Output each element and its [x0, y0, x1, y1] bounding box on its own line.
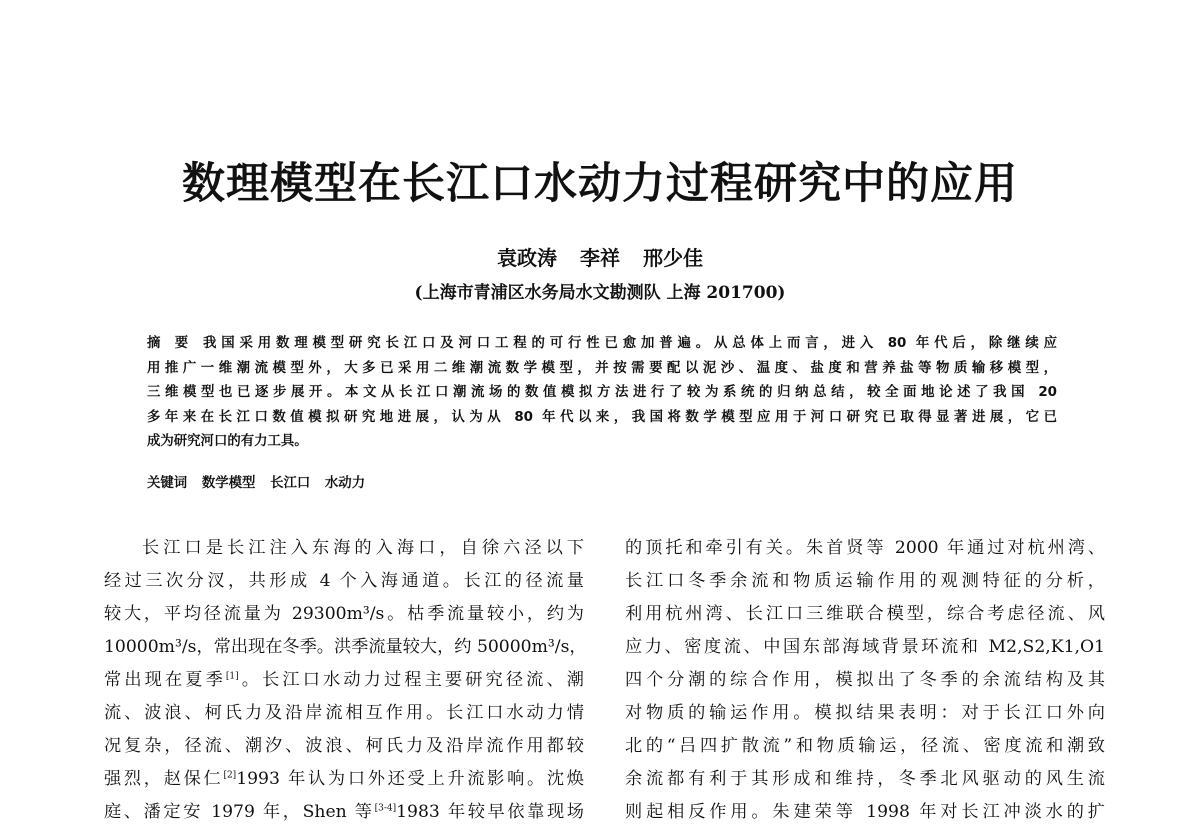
body-text: 1983 年较早依靠现场	[396, 802, 584, 822]
affiliation: (上海市青浦区水务局水文勘测队 上海 201700)	[414, 283, 786, 303]
body-line: 10000m³/s，常出现在冬季。洪季流量较大，约 50000m³/s，	[104, 637, 587, 657]
abstract	[147, 332, 1057, 455]
paper-title: 数理模型在长江口水动力过程研究中的应用	[182, 159, 1018, 209]
body-column-left	[104, 532, 587, 829]
abstract-label: 摘 要	[147, 336, 194, 351]
body-line	[104, 763, 584, 796]
body-line: 流、波浪、柯氏力及沿岸流相互作用。长江口水动力情	[104, 703, 584, 723]
body-line: 较大，平均径流量为 29300m³/s。枯季流量较小，约为	[104, 604, 584, 624]
body-line: 利用杭州湾、长江口三维联合模型，综合考虑径流、风	[625, 604, 1105, 624]
body-column-right	[625, 532, 1105, 829]
keywords-label: 关键词	[147, 476, 188, 491]
body-line: 经过三次分汊，共形成 4 个入海通道。长江的径流量	[104, 571, 584, 591]
keyword: 数学模型	[201, 476, 256, 491]
body-line	[104, 796, 584, 829]
body-line: 长江口冬季余流和物质运输作用的观测特征的分析，	[625, 571, 1105, 591]
body-line: 余流都有利于其形成和维持，冬季北风驱动的风生流	[625, 769, 1105, 789]
body-text: 常出现在夏季	[104, 670, 226, 690]
body-text: 庭、潘定安 1979 年，Shen 等	[104, 802, 375, 822]
body-line: 的顶托和牵引有关。朱首贤等 2000 年通过对杭州湾、	[625, 538, 1105, 558]
body-line: 况复杂，径流、潮汐、波浪、柯氏力及沿岸流作用都较	[104, 736, 584, 756]
citation: [3-4]	[374, 803, 397, 814]
keywords	[147, 472, 375, 491]
abstract-line	[147, 332, 1057, 357]
body-line: 四个分潮的综合作用，模拟出了冬季的余流结构及其	[625, 670, 1105, 690]
author-name: 袁政涛	[497, 246, 558, 270]
author-list	[0, 242, 1200, 271]
body-text: 。长江口水动力过程主要研究径流、潮	[238, 670, 584, 690]
body-line: 则起相反作用。朱建荣等 1998 年对长江冲淡水的扩	[625, 802, 1105, 822]
body-line: 长江口是长江注入东海的入海口，自徐六泾以下	[104, 538, 584, 558]
keyword: 水动力	[324, 476, 366, 491]
abstract-line: 多年来在长江口数值模拟研究地进展，认为从 80 年代以来，我国将数学模型应用于河口研究已取得显著进展，它已	[147, 409, 1057, 425]
body-line: 对物质的输运作用。模拟结果表明：对于长江口外向	[625, 703, 1105, 723]
author-name: 李祥	[580, 246, 620, 270]
body-line: 应力、密度流、中国东部海域背景环流和 M2,S2,K1,O1	[625, 637, 1105, 657]
citation: [2]	[223, 770, 237, 781]
body-text: 1993 年认为口外还受上升流影响。沈焕	[236, 769, 584, 789]
abstract-text: 我国采用数理模型研究长江口及河口工程的可行性已愈加普遍。从总体上而言，进入 80 年代后，除继续应	[203, 336, 1057, 351]
body-line: 北的“吕四扩散流”和物质输运，径流、密度流和潮致	[625, 736, 1105, 756]
body-text: 强烈，赵保仁	[104, 769, 224, 789]
citation: [1]	[225, 671, 239, 682]
abstract-line: 三维模型也已逐步展开。本文从长江口潮流场的数值模拟方法进行了较为系统的归纳总结，较全面地论述了我国 20	[147, 385, 1057, 400]
keyword: 长江口	[270, 476, 311, 491]
abstract-line: 成为研究河口的有力工具。	[147, 434, 308, 449]
body-line	[104, 664, 584, 697]
author-name: 邢少佳	[642, 246, 703, 270]
abstract-line: 用推广一维潮流模型外，大多已采用二维潮流数学模型，并按需要配以泥沙、温度、盐度和营养盐等物质输移模型，	[147, 360, 1057, 376]
